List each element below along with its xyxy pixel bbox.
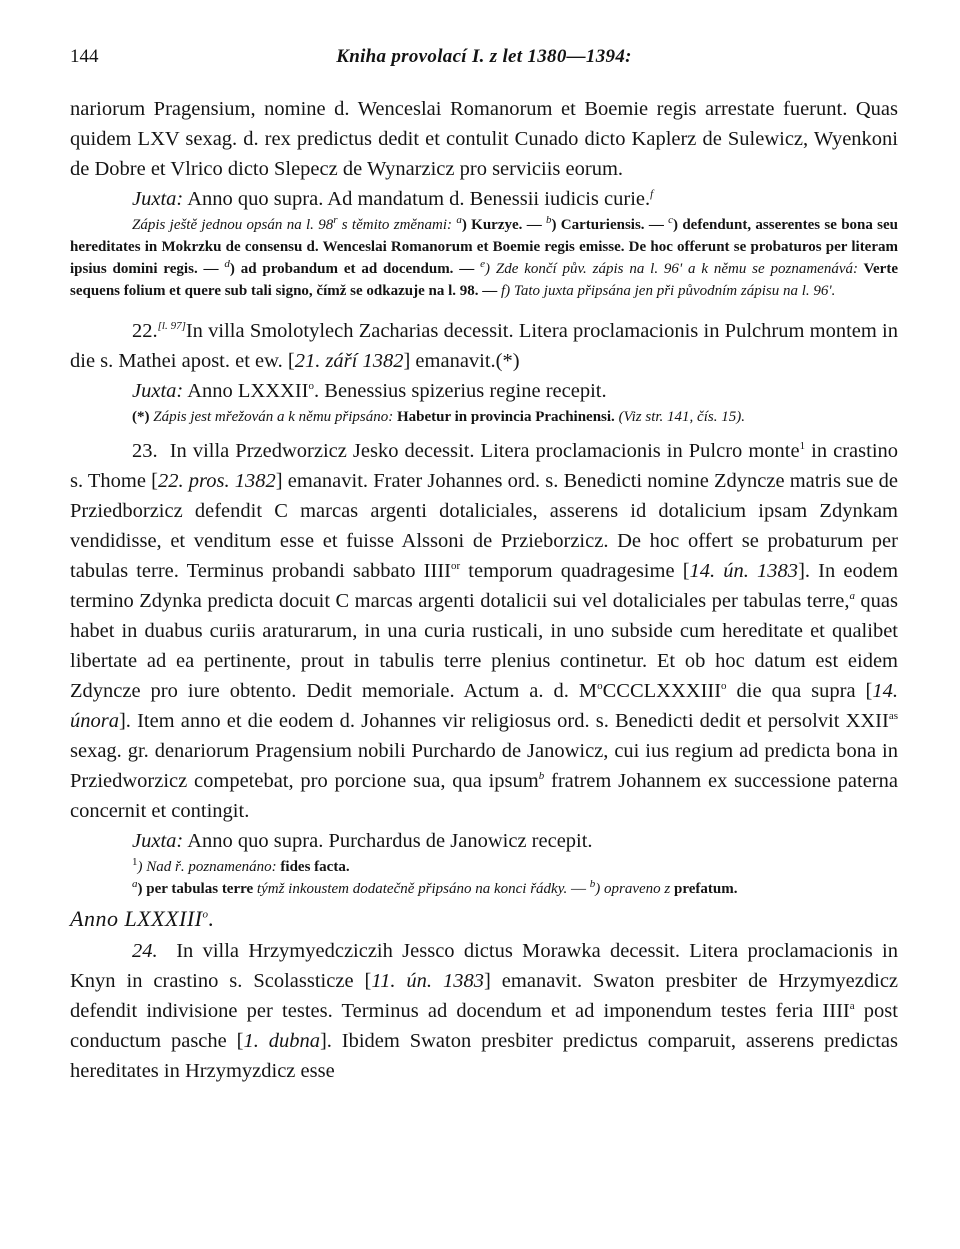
- entry-text: ]. Ibidem Swaton presbiter predictus comparuit, asserens predictas hereditates in Hrzymyzdicz esse: [70, 1030, 898, 1082]
- entry-number: 24.: [132, 940, 158, 962]
- entry-21-critical-notes: [70, 214, 898, 302]
- note-sup: b: [589, 878, 596, 890]
- entry-21-juxta: [70, 184, 898, 214]
- sup: o: [597, 680, 603, 693]
- juxta-text: . Benessius spizerius regine recepit.: [314, 380, 607, 402]
- year-heading: [70, 906, 898, 932]
- note-sup: b: [546, 214, 552, 226]
- date-gloss: 22. pros. 1382: [157, 470, 276, 492]
- note-latin-text: ) ad probandum et ad docendum. —: [229, 261, 481, 277]
- juxta-text: Anno quo supra. Purchardus de Janowicz recepit.: [187, 830, 593, 852]
- date-gloss: 21. září 1382: [294, 350, 404, 372]
- note-czech-text: ) opraveno z: [595, 881, 671, 897]
- footnote-mark: f: [650, 188, 654, 201]
- entry-text: CCCLXXXIII: [602, 680, 722, 702]
- year-heading-tail: .: [208, 906, 215, 931]
- document-page: [70, 0, 898, 1249]
- note-sup: r: [333, 214, 338, 226]
- note-czech-text: ) Tato juxta připsána jen při původním zápisu na l. 96'.: [505, 283, 836, 299]
- sup: o: [721, 680, 727, 693]
- juxta-label: Juxta:: [132, 188, 184, 210]
- note-czech-text: s těmito změnami:: [337, 217, 453, 233]
- sup: as: [888, 710, 898, 723]
- entry-23-footnote-1: [70, 856, 898, 878]
- page-number: 144: [70, 46, 99, 67]
- note-sup: e: [480, 258, 486, 270]
- note-czech-text: Zápis ještě jednou opsán na l. 98: [132, 217, 334, 233]
- footnote-mark: a: [849, 590, 855, 603]
- note-czech-text: ) Nad ř. poznamenáno:: [137, 859, 277, 875]
- footnote-mark: 1: [132, 856, 138, 868]
- note-sup: c: [668, 214, 674, 226]
- note-mark: (*): [132, 409, 150, 425]
- sup: or: [451, 560, 461, 573]
- entry-text: ] emanavit.(*): [403, 350, 520, 372]
- note-sup: f: [501, 283, 506, 299]
- note-czech-text: Zápis jest mřežován a k němu připsáno:: [149, 409, 394, 425]
- folio-ref: [l. 97]: [157, 320, 186, 333]
- entry-text: temporum quadragesime [: [460, 560, 690, 582]
- note-sup: a: [132, 878, 138, 890]
- note-latin-text: ) per tabulas terre: [137, 881, 257, 897]
- entry-24: [70, 936, 898, 1086]
- entry-text: ]. Item anno et die eodem d. Johannes vir religiosus ord. s. Benedicti dedit et persolvit XXII: [118, 710, 889, 732]
- note-latin-text: ) Carturiensis. —: [551, 217, 669, 233]
- date-gloss: 14. ún. 1383: [689, 560, 799, 582]
- entry-text: quas habet in duabus curiis araturarum, in una curia rusticali, in uno subside cum hereditate et qualibet libertate ad ea pertinente, prout in tabulis terre plenius continetur. Et ob hoc datum est eidem Zdyncze pro iure obtento. Dedit memoriale. Actum a. d. M: [70, 590, 899, 702]
- juxta-label: Juxta:: [132, 380, 184, 402]
- entry-number: 22.: [132, 320, 158, 342]
- year-heading-text: Anno LXXXIII: [70, 906, 203, 931]
- entry-22-juxta: [70, 376, 898, 406]
- page-header: [70, 46, 898, 72]
- note-latin-text: Habetur in provincia Prachinensi.: [393, 409, 615, 425]
- entry-text: ]. In eodem termino Zdynka predicta docuit C marcas argenti dotalicii sui vel dotaliciales per tabulas terre,: [70, 560, 899, 612]
- note-czech-text: týmž inkoustem dodatečně připsáno na konci řádky.: [256, 881, 568, 897]
- note-latin-text: ) defendunt, asserentes se bona seu hereditates in Mokrzku de consensu d. Wenceslai Romanorum et Boemie regis emisse. De hoc offerunt se probaturos per literam ipsius domini regis. —: [70, 217, 899, 277]
- note-latin-text: prefatum.: [670, 881, 738, 897]
- entry-22-note: [70, 406, 898, 428]
- footnote-mark: b: [538, 770, 545, 783]
- entry-number: 23.: [132, 440, 158, 462]
- sup: a: [849, 1000, 855, 1013]
- entry-text: In villa Hrzymyedcziczih Jessco dictus Morawka decessit. Litera proclamacionis in Knyn in crastino s. Scolassticze [: [70, 940, 898, 992]
- date-gloss: 11. ún. 1383: [371, 970, 485, 992]
- entry-23-juxta: [70, 826, 898, 856]
- entry-text: post conductum pasche [: [70, 1000, 898, 1052]
- entry-text: In villa Smolotylech Zacharias decessit. Litera proclamacionis in Pulchrum montem in die s. Mathei apost. et ew. [: [70, 320, 898, 372]
- juxta-text: Anno quo supra. Ad mandatum d. Benessii iudicis curie.: [187, 188, 651, 210]
- entry-22: [70, 316, 898, 376]
- entry-text: In villa Przedworzicz Jesko decessit. Litera proclamacionis in Pulcro monte: [169, 440, 800, 462]
- footnote-mark: 1: [799, 440, 806, 453]
- entry-21-paragraph: nariorum Pragensium, nomine d. Wenceslai Romanorum et Boemie regis arrestate fuerunt. Quas quidem LXV sexag. d. rex predictus dedit et contulit Cunado dicto Kaplerz de Sulewicz, Wyenkoni de Dobre et Vlrico dicto Slepecz de Wynarzicz pro serviciis eorum.: [70, 98, 898, 180]
- note-czech-text: ) Zde končí pův. zápis na l. 96: [485, 261, 679, 277]
- entry-text: fratrem Johannem ex successione paterna concernit et contingit.: [70, 770, 898, 822]
- note-sup: a: [456, 214, 462, 226]
- note-latin-text: ) Kurzye. —: [461, 217, 546, 233]
- note-latin-text: fides facta.: [276, 859, 350, 875]
- entry-text: ] emanavit. Frater Johannes ord. s. Benedicti nomine Zdyncze matris sue de Prziedborzicz defendit C marcas argenti dotaliciales, asserens id dotalicium ipsam Zdynkam vendidisse, et venditum esse et fuisse Alssoni de Przieborzicz. De hoc offert se probaturum per tabulas terre. Terminus probandi sabbato IIII: [70, 470, 898, 582]
- running-title: Kniha provolací I. z let 1380—1394:: [336, 46, 632, 67]
- entry-text: ] emanavit. Swaton presbiter de Hrzymyezdicz defendit indivisione per testes. Terminus ad docendum et ad imponendum testes feria IIII: [70, 970, 899, 1022]
- date-gloss: 1. dubna: [243, 1030, 320, 1052]
- sup: o: [308, 380, 315, 393]
- entry-text: sexag. gr. denariorum Pragensium nobili Purchardo de Janowicz, cui ius regium ad predicta bona in Prziedworzicz competebat, pro porcione sua, qua ipsum: [70, 740, 898, 792]
- entry-text: in crastino s. Thome [: [70, 440, 899, 492]
- entry-23: [70, 436, 898, 826]
- entry-text: die qua supra [: [726, 680, 873, 702]
- note-crossref: (Viz str. 141, čís. 15).: [614, 409, 745, 425]
- main-text: [70, 94, 898, 1086]
- entry-23-footnote-2: [70, 878, 898, 900]
- sup: o: [202, 908, 209, 921]
- note-latin-text: Verte sequens folium et quere sub tali signo, čímž se odkazuje na l. 98. —: [70, 261, 898, 299]
- juxta-text: Anno LXXXII: [187, 380, 309, 402]
- juxta-label: Juxta:: [132, 830, 184, 852]
- note-czech-text: ' a k němu se poznamenává:: [678, 261, 858, 277]
- date-gloss: 14. února: [70, 680, 899, 732]
- note-sup: d: [224, 258, 230, 270]
- note-separator: —: [567, 881, 590, 897]
